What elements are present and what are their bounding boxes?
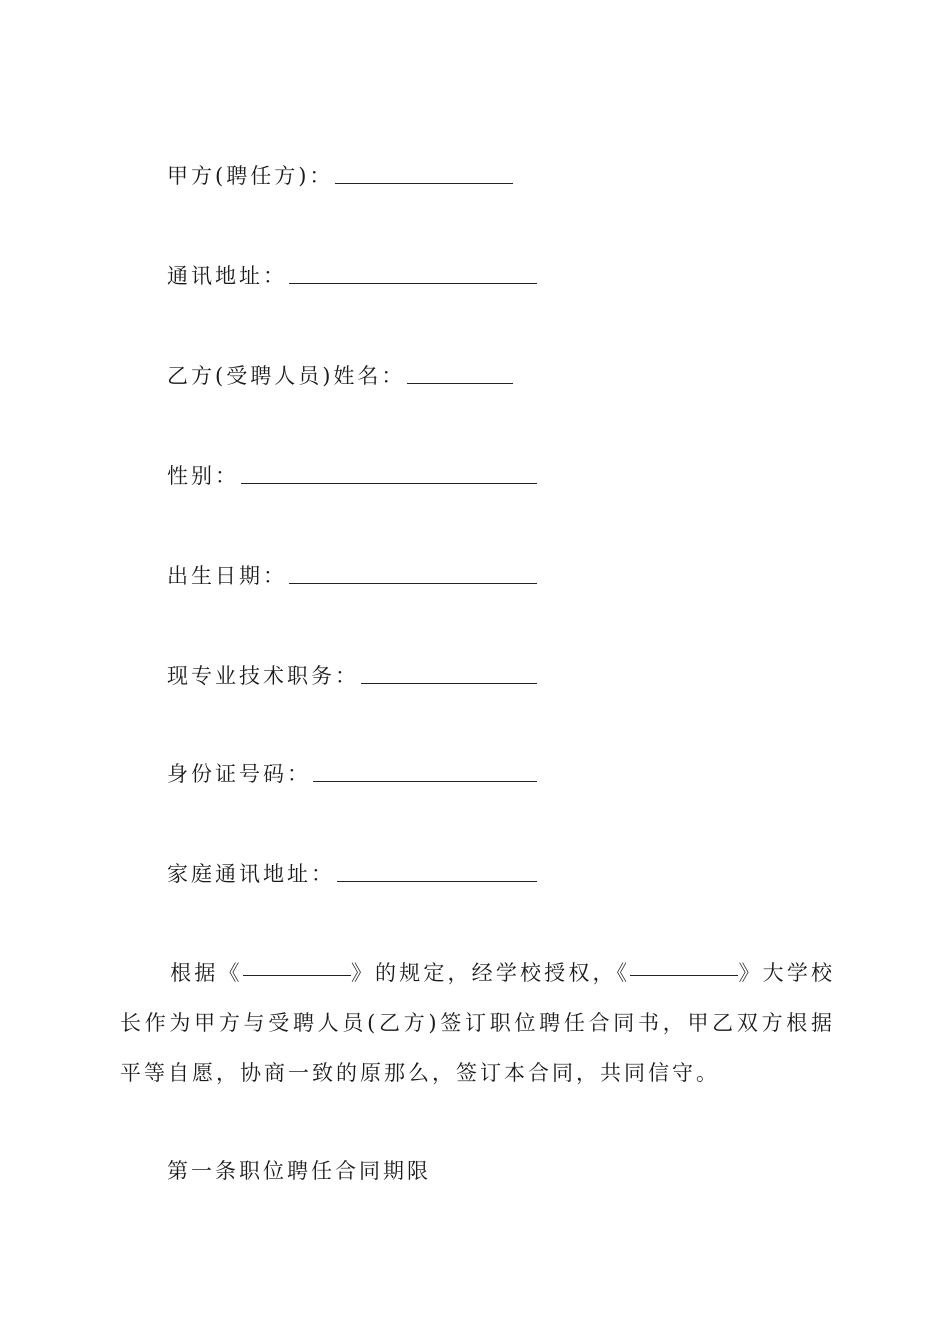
intro-text-1: 根据《 <box>170 961 243 985</box>
home-address-label: 家庭通讯地址： <box>167 862 335 886</box>
party-b-name-blank[interactable] <box>407 382 513 384</box>
birthdate-label: 出生日期： <box>167 564 287 588</box>
title-blank[interactable] <box>361 682 537 684</box>
address-field <box>167 258 537 290</box>
intro-text-3: 》大学校长作为甲方与受聘人员(乙方)签订职位聘任合同书，甲乙双方根据平等自愿，协商一致的原那么，签订本合同，共同信守。 <box>120 961 836 1085</box>
party-a-blank[interactable] <box>335 182 513 184</box>
gender-blank[interactable] <box>241 482 537 484</box>
party-b-name-field <box>167 358 513 390</box>
intro-paragraph <box>120 948 835 1098</box>
home-address-blank[interactable] <box>337 880 537 882</box>
address-label: 通讯地址： <box>167 264 287 288</box>
birthdate-blank[interactable] <box>289 582 537 584</box>
gender-label: 性别： <box>167 464 239 488</box>
title-field <box>167 658 537 690</box>
university-blank[interactable] <box>630 974 738 976</box>
id-number-label: 身份证号码： <box>167 762 311 786</box>
address-blank[interactable] <box>289 282 537 284</box>
id-number-field <box>167 756 537 788</box>
party-a-field <box>167 158 513 190</box>
birthdate-field <box>167 558 537 590</box>
party-b-name-label: 乙方(受聘人员)姓名： <box>167 364 406 388</box>
id-number-blank[interactable] <box>313 780 537 782</box>
title-label: 现专业技术职务： <box>167 664 359 688</box>
regulation-blank[interactable] <box>243 974 351 976</box>
section-1-heading: 第一条职位聘任合同期限 <box>167 1159 431 1183</box>
gender-field <box>167 458 537 490</box>
party-a-label: 甲方(聘任方)： <box>167 164 334 188</box>
intro-text-2: 》的规定，经学校授权，《 <box>350 961 631 985</box>
home-address-field <box>167 856 537 888</box>
